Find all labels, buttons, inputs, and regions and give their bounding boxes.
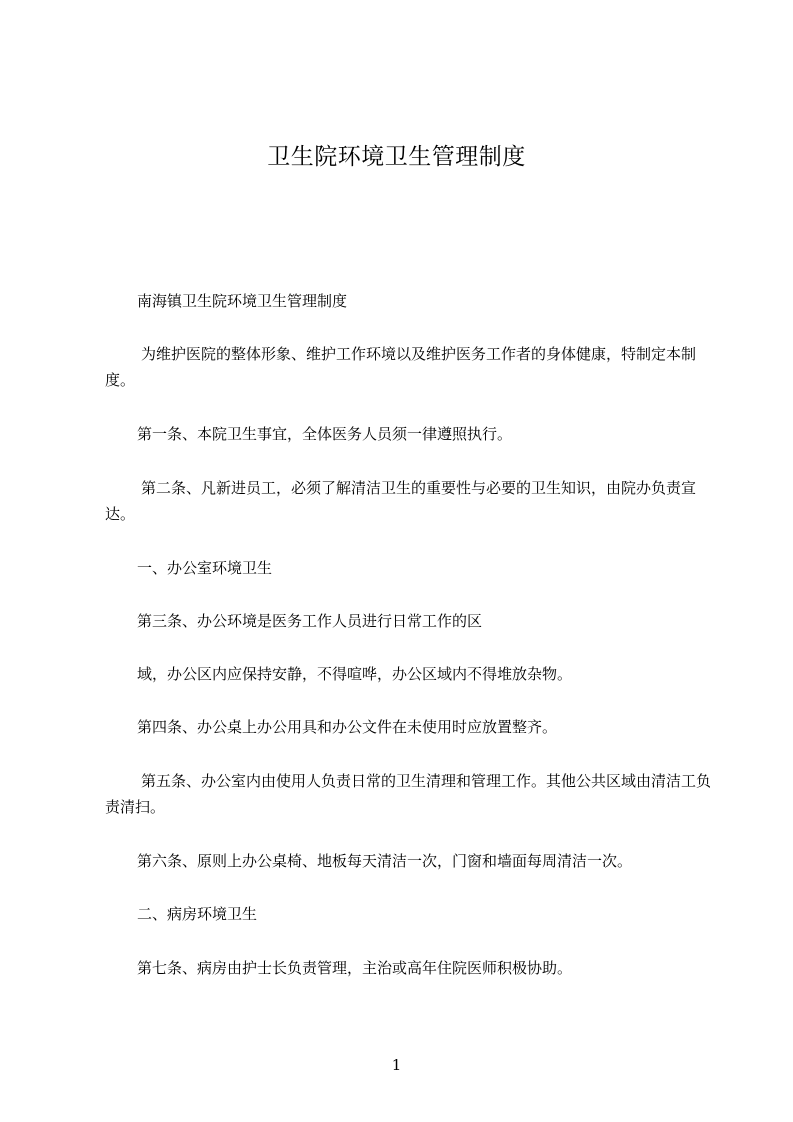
paragraph-article-2: 第二条、凡新进员工，必须了解清洁卫生的重要性与必要的卫生知识，由院办负责宣达。 bbox=[105, 479, 697, 523]
section-heading-ward: 二、病房环境卫生 bbox=[137, 905, 258, 923]
paragraph-intro: 为维护医院的整体形象、维护工作环境以及维护医务工作者的身体健康，特制定本制度。 bbox=[105, 345, 697, 389]
paragraph-article-3-part-1: 第三条、办公环境是医务工作人员进行日常工作的区 bbox=[137, 612, 483, 630]
paragraph-article-7: 第七条、病房由护士长负责管理，主治或高年住院医师积极协助。 bbox=[137, 959, 573, 977]
paragraph-article-6: 第六条、原则上办公桌椅、地板每天清洁一次，门窗和墙面每周清洁一次。 bbox=[137, 852, 633, 870]
paragraph-article-5: 第五条、办公室内由使用人负责日常的卫生清理和管理工作。其他公共区域由清洁工负责清扫。 bbox=[105, 772, 712, 816]
paragraph-article-1: 第一条、本院卫生事宜，全体医务人员须一律遵照执行。 bbox=[137, 425, 513, 443]
document-title: 卫生院环境卫生管理制度 bbox=[267, 144, 526, 170]
page-number: 1 bbox=[391, 1056, 402, 1074]
section-heading-office: 一、办公室环境卫生 bbox=[137, 559, 273, 577]
paragraph-article-4: 第四条、办公桌上办公用具和办公文件在未使用时应放置整齐。 bbox=[137, 718, 558, 736]
paragraph-article-3-part-2: 域，办公区内应保持安静，不得喧哗，办公区域内不得堆放杂物。 bbox=[137, 665, 573, 683]
paragraph-subtitle: 南海镇卫生院环境卫生管理制度 bbox=[137, 292, 348, 310]
